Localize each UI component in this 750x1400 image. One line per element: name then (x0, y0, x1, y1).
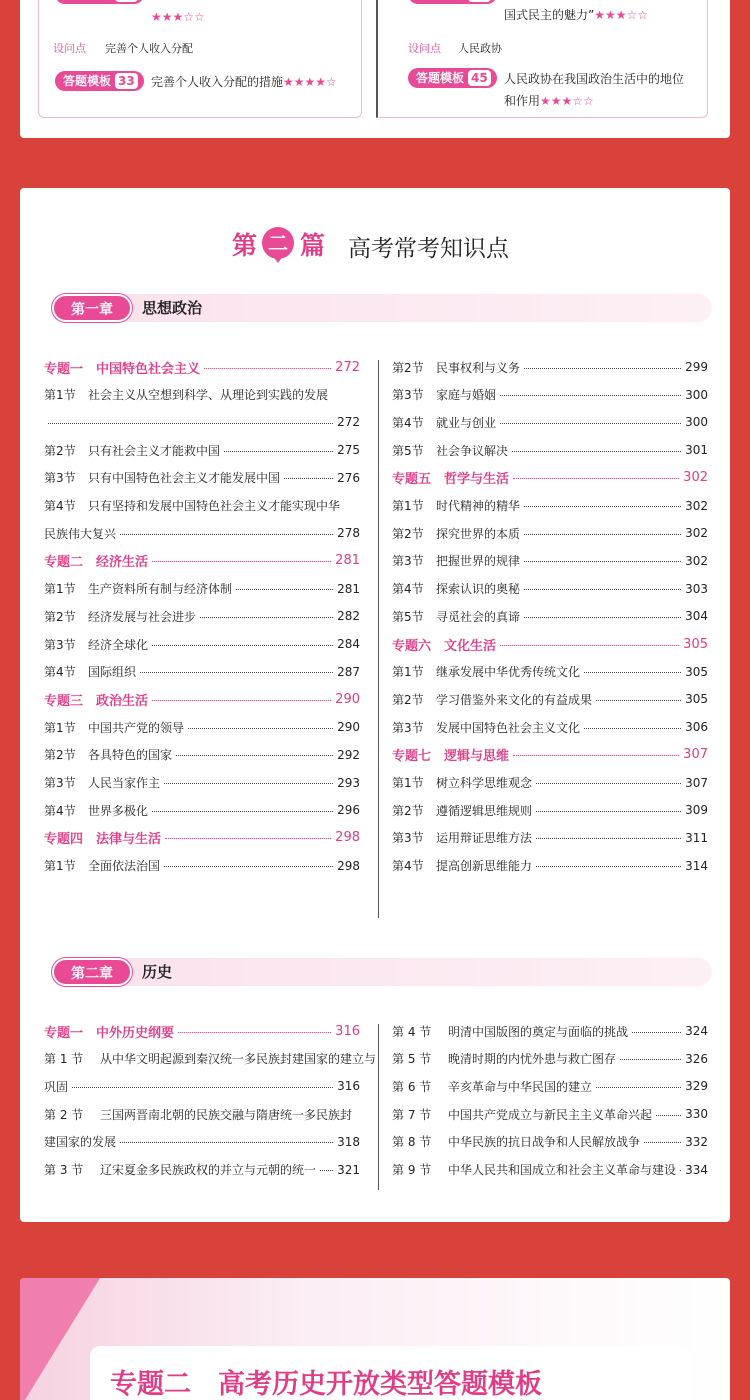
page-number: 307 (683, 747, 708, 763)
toc-entry-title: 生产资料所有制与经济体制 (88, 582, 233, 597)
toc-section-row[interactable] (392, 607, 708, 625)
page-number: 302 (685, 553, 708, 568)
page-number: 326 (685, 1051, 708, 1066)
template-badge-32[interactable] (55, 0, 144, 4)
leader-dots (536, 838, 681, 839)
page-number: 318 (337, 1134, 360, 1149)
toc-section-row[interactable] (44, 386, 360, 404)
section-number: 第3节 (392, 831, 424, 846)
page-number: 329 (685, 1079, 708, 1094)
toc-section-row[interactable] (392, 1077, 708, 1095)
toc-section-row[interactable] (392, 690, 708, 708)
toc-section-row[interactable] (392, 857, 708, 875)
leader-dots (513, 478, 679, 479)
page-number: 300 (685, 415, 708, 430)
toc-section-row[interactable] (392, 663, 708, 681)
leader-dots (644, 1142, 681, 1143)
part-name: 高考常考知识点 (348, 236, 509, 262)
page-number: 324 (685, 1024, 708, 1038)
leader-dots (224, 451, 333, 452)
leader-dots (536, 866, 681, 867)
template-badge-45[interactable] (408, 68, 497, 88)
toc-entry-title: 学习借鉴外来文化的有益成果 (436, 692, 593, 707)
toc-entry-title: 专题三 政治生活 (44, 693, 149, 709)
section-number: 第2节 (392, 692, 424, 707)
section-number: 第1节 (392, 499, 424, 513)
leader-dots (584, 728, 681, 729)
leader-dots (500, 395, 681, 396)
toc-section-row[interactable] (392, 358, 708, 376)
page-number: 298 (337, 858, 360, 873)
toc-section-row[interactable] (44, 1077, 360, 1095)
leader-dots (176, 755, 333, 756)
page-number: 272 (337, 415, 360, 430)
toc-entry-title: 把握世界的规律 (436, 554, 521, 569)
chapter-bar-2 (52, 958, 712, 986)
leader-dots (188, 728, 333, 729)
template-badge-number: 45 (468, 70, 491, 86)
template-45-title-end: 和作用 (504, 94, 541, 108)
toc-section-row[interactable] (44, 746, 360, 764)
page-number: 272 (335, 359, 360, 375)
template-badge-label (416, 0, 464, 1)
page-number: 306 (685, 720, 708, 735)
page-number: 276 (337, 470, 360, 485)
toc-entry-title: 探究世界的本质 (436, 526, 521, 541)
leader-dots (236, 589, 333, 590)
template-44-text-line2 (504, 6, 648, 23)
leader-dots (152, 811, 333, 812)
page-number: 304 (685, 609, 708, 624)
part-title (20, 226, 730, 266)
section-number: 第 9 节 (392, 1163, 432, 1177)
toc-entry-title: 社会主义从空想到科学、从理论到实践的发展 (88, 388, 329, 403)
section-number: 第4节 (44, 499, 76, 513)
toc-entry-title: 运用辩证思维方法 (436, 831, 533, 846)
leader-dots (164, 866, 333, 867)
template-badge-number: 33 (115, 73, 138, 89)
toc-entry-title: 遵循逻辑思维规则 (436, 803, 533, 818)
leader-dots (680, 1170, 681, 1171)
toc-entry-title: 民族伟大复兴 (44, 526, 117, 541)
page-number: 334 (685, 1162, 708, 1177)
toc-entry-title: 探索认识的奥秘 (436, 582, 521, 597)
toc-section-row[interactable] (392, 829, 708, 847)
toc-entry-title: 经济发展与社会进步 (88, 609, 197, 624)
top-left-panel (38, 0, 362, 118)
toc-section-row[interactable] (44, 441, 360, 459)
section-number: 第1节 (44, 859, 76, 874)
template-32-stars: ★★★☆☆ (151, 10, 205, 24)
section-number: 第1节 (44, 388, 76, 403)
page-number: 300 (685, 387, 708, 402)
toc-section-row[interactable] (44, 580, 360, 598)
page-number: 302 (685, 526, 708, 541)
leader-dots (120, 534, 333, 535)
toc-entry-title: 全面依法治国 (88, 859, 161, 874)
toc-section-row[interactable] (44, 635, 360, 653)
leader-dots (524, 534, 681, 535)
section-number: 第 4 节 (392, 1024, 432, 1039)
section-number: 第3节 (44, 776, 76, 790)
toc-section-row[interactable] (44, 469, 360, 487)
page-number: 292 (337, 747, 360, 762)
chapter-pill: 第二章 (52, 958, 132, 986)
section-number: 第3节 (392, 554, 424, 569)
section-number: 第4节 (392, 415, 424, 430)
toc-section-row[interactable] (44, 801, 360, 819)
toc-entry-title: 树立科学思维观念 (436, 776, 533, 790)
toc-entry-title: 国际组织 (88, 665, 137, 680)
template-33-stars: ★★★★☆ (283, 75, 337, 89)
page-number: 293 (337, 775, 360, 790)
toc-entry-title: 世界多极化 (88, 803, 149, 818)
toc-section-row[interactable] (44, 497, 360, 515)
section-number: 第2节 (392, 526, 424, 541)
template-badge-number (468, 0, 491, 2)
template-33-title: 完善个人收入分配的措施 (151, 75, 284, 89)
toc-section-row[interactable] (44, 1133, 360, 1151)
top-card (20, 0, 730, 138)
toc-section-row[interactable] (392, 774, 708, 792)
leader-dots (596, 700, 681, 701)
template-44-text-line1 (504, 0, 690, 1)
chapter-bar-1 (52, 294, 712, 322)
toc-section-row[interactable] (392, 497, 708, 515)
toc-section-row[interactable] (392, 524, 708, 542)
page-number: 282 (337, 609, 360, 624)
toc-section-row[interactable] (44, 1161, 360, 1179)
section-number: 第 7 节 (392, 1107, 432, 1122)
toc-entry-title: 继承发展中华优秀传统文化 (436, 665, 581, 680)
page-number: 278 (337, 526, 360, 541)
toc-entry-title: 专题一 中国特色社会主义 (44, 361, 201, 377)
section-number: 第4节 (392, 859, 424, 874)
section-number: 第1节 (44, 720, 76, 735)
page-number: 290 (337, 720, 360, 735)
toc-section-row[interactable] (392, 580, 708, 598)
section-number: 第4节 (44, 665, 76, 680)
toc-entry-title: 专题六 文化生活 (392, 638, 497, 654)
template-badge-number (115, 0, 138, 2)
toc-section-row[interactable] (44, 1050, 377, 1068)
corner-decoration (20, 1278, 100, 1400)
toc-entry-title: 辽宋夏金多民族政权的并立与元朝的统一 (100, 1163, 317, 1177)
toc-entry-title: 明清中国版图的奠定与面临的挑战 (448, 1024, 629, 1039)
toc-section-row[interactable] (392, 801, 708, 819)
toc-topic-row[interactable] (44, 829, 360, 847)
template-badge-44[interactable] (408, 0, 497, 4)
leader-dots (513, 755, 679, 756)
leader-dots (48, 423, 333, 424)
toc-topic-row[interactable] (44, 690, 360, 708)
point-text: 人民政协 (458, 42, 502, 55)
toc-section-row[interactable] (392, 413, 708, 431)
toc-entry-title: 寻觅社会的真谛 (436, 609, 521, 624)
section-number: 第2节 (44, 748, 76, 763)
section-number: 第4节 (392, 582, 424, 597)
leader-dots (584, 672, 681, 673)
template-33-text (151, 73, 337, 90)
section-number: 第 5 节 (392, 1052, 432, 1067)
section-number: 第5节 (392, 443, 424, 458)
leader-dots (320, 1170, 333, 1171)
leader-dots (152, 561, 331, 562)
leader-dots (72, 1087, 333, 1088)
toc-section-row[interactable] (392, 718, 708, 736)
toc-entry-title: 只有坚持和发展中国特色社会主义才能实现中华 (88, 499, 341, 513)
toc-entry-title: 人民当家作主 (88, 776, 161, 790)
page-number: 305 (683, 636, 708, 652)
toc-topic-row[interactable] (392, 469, 708, 487)
part-title-suffix: 篇 (300, 231, 326, 260)
toc-entry-title: 中国共产党成立与新民主主义革命兴起 (448, 1107, 653, 1122)
section-number: 第2节 (44, 443, 76, 458)
toc-entry-title: 专题二 经济生活 (44, 555, 149, 571)
toc-entry-title: 发展中国特色社会主义文化 (436, 720, 581, 735)
leader-dots (178, 1032, 331, 1033)
toc-entry-title: 中国共产党的领导 (88, 720, 185, 735)
section-number: 第 2 节 (44, 1107, 84, 1122)
top-right-panel (376, 0, 708, 118)
toc-section-row[interactable] (392, 1022, 708, 1040)
toc-entry-title: 专题一 中外历史纲要 (44, 1025, 175, 1041)
toc-entry-title: 家庭与婚姻 (436, 388, 497, 403)
leader-dots (164, 783, 333, 784)
part-title-prefix: 第 (232, 231, 258, 260)
page-number: 296 (337, 803, 360, 818)
chapter-pill: 第一章 (52, 294, 132, 322)
section-number: 第1节 (44, 582, 76, 597)
section-number: 第2节 (392, 360, 424, 375)
toc-entry-title: 中华民族的抗日战争和人民解放战争 (448, 1135, 641, 1150)
template-badge-label: 答题模板 (416, 71, 465, 85)
toc-topic-row[interactable] (44, 552, 360, 570)
toc-entry-title: 从中华文明起源到秦汉统一多民族封建国家的建立与 (100, 1052, 377, 1067)
toc-section-row[interactable] (392, 1161, 708, 1179)
template-32-text (151, 0, 319, 1)
leader-dots (152, 700, 331, 701)
page-number: 307 (685, 775, 708, 790)
toc-section-row[interactable] (44, 1105, 360, 1123)
page-number: 298 (335, 830, 360, 846)
template-45-text-line2 (504, 92, 594, 109)
toc-section-row[interactable] (392, 1050, 708, 1068)
toc-section-row[interactable] (392, 1133, 708, 1151)
section-number: 第 8 节 (392, 1135, 432, 1150)
toc-section-row[interactable] (44, 607, 360, 625)
section-number: 第 1 节 (44, 1052, 84, 1067)
page-number: 305 (685, 664, 708, 679)
leader-dots (140, 672, 333, 673)
section-number: 第 3 节 (44, 1163, 84, 1177)
page-number: 330 (685, 1107, 708, 1122)
leader-dots (656, 1115, 681, 1116)
page-number: 281 (337, 581, 360, 596)
toc-topic-row[interactable] (392, 635, 708, 653)
toc-entry-title: 民事权利与义务 (436, 360, 521, 375)
section-number: 第5节 (392, 609, 424, 624)
point-text: 完善个人收入分配 (105, 42, 193, 55)
leader-dots (204, 368, 331, 369)
template-45-stars: ★★★☆☆ (540, 94, 594, 108)
section-number: 第3节 (392, 720, 424, 735)
page-number: 302 (683, 470, 708, 486)
toc-entry-title: 社会争议解决 (436, 443, 509, 458)
bottom-card (20, 1278, 730, 1400)
page-number: 309 (685, 803, 708, 818)
toc-section-row[interactable] (44, 663, 360, 681)
leader-dots (512, 451, 681, 452)
toc-entry-title: 只有社会主义才能救中国 (88, 443, 221, 458)
toc-topic-row[interactable] (44, 358, 360, 376)
toc-section-row[interactable] (392, 1105, 708, 1123)
page-number: 281 (335, 553, 360, 569)
leader-dots (524, 506, 681, 507)
toc-entry-title: 中华人民共和国成立和社会主义革命与建设 (448, 1163, 677, 1177)
page-number: 299 (685, 360, 708, 374)
section-number: 第3节 (44, 471, 76, 486)
template-badge-label (63, 0, 111, 1)
toc-card (20, 188, 730, 1222)
template-44-stars: ★★★☆☆ (594, 8, 649, 22)
page-number: 290 (335, 691, 360, 707)
template-badge-33[interactable] (55, 71, 144, 91)
page-number: 316 (335, 1023, 360, 1039)
page-number: 314 (685, 858, 708, 873)
section-number: 第2节 (44, 609, 76, 624)
toc-section-row[interactable] (44, 718, 360, 736)
point-label: 设问点 (53, 42, 86, 55)
toc-section-row[interactable] (392, 441, 708, 459)
toc-section-row[interactable] (44, 774, 360, 792)
chapter-name: 思想政治 (142, 299, 203, 317)
template-badge-label: 答题模板 (63, 74, 112, 88)
toc-entry-title: 各具特色的国家 (88, 748, 173, 763)
toc-entry-title: 提高创新思维能力 (436, 859, 533, 874)
leader-dots (524, 561, 681, 562)
page-number: 311 (685, 830, 708, 845)
toc-entry-title: 就业与创业 (436, 415, 497, 430)
leader-dots (524, 617, 681, 618)
section-number: 第 6 节 (392, 1079, 432, 1094)
toc-entry-title: 专题七 逻辑与思维 (392, 749, 510, 765)
toc-section-row[interactable] (44, 524, 360, 542)
section-number: 第2节 (392, 803, 424, 818)
section-number: 第4节 (44, 803, 76, 818)
template-45-text-line1: 人民政协在我国政治生活中的地位 (504, 72, 685, 86)
toc-section-row[interactable] (392, 386, 708, 404)
page-number: 332 (685, 1134, 708, 1149)
toc-entry-title: 建国家的发展 (44, 1135, 117, 1150)
toc-section-row[interactable] (44, 857, 360, 875)
page-number: 287 (337, 664, 360, 679)
leader-dots (152, 645, 333, 646)
page-number: 321 (337, 1162, 360, 1177)
toc-entry-title: 时代精神的精华 (436, 499, 521, 513)
leader-dots (284, 478, 333, 479)
leader-dots (620, 1059, 681, 1060)
section-number: 第1节 (392, 665, 424, 680)
toc-entry-title: 专题五 哲学与生活 (392, 472, 510, 488)
chapter-name: 历史 (142, 963, 173, 981)
toc-section-row[interactable] (392, 552, 708, 570)
part-number-bubble-icon (261, 226, 295, 264)
leader-dots (500, 423, 681, 424)
leader-dots (500, 645, 679, 646)
toc-topic-row[interactable] (392, 746, 708, 764)
leader-dots (524, 368, 681, 369)
page-number: 316 (337, 1079, 360, 1094)
column-divider (378, 1024, 379, 1190)
leader-dots (536, 811, 681, 812)
leader-dots (120, 1142, 333, 1143)
toc-topic-row[interactable] (44, 1022, 360, 1040)
toc-entry-title: 晚清时期的内忧外患与救亡图存 (448, 1052, 617, 1067)
leader-dots (200, 617, 333, 618)
part-number: 二 (268, 231, 288, 255)
page-number: 284 (337, 637, 360, 651)
page-number: 303 (685, 581, 708, 596)
leader-dots (596, 1087, 681, 1088)
page-number: 305 (685, 692, 708, 707)
toc-entry-title: 只有中国特色社会主义才能发展中国 (88, 471, 281, 486)
leader-dots (165, 838, 331, 839)
toc-entry-title: 专题四 法律与生活 (44, 832, 162, 848)
toc-entry-title: 三国两晋南北朝的民族交融与隋唐统一多民族封 (100, 1107, 353, 1122)
column-divider (378, 360, 379, 918)
toc-entry-title: 辛亥革命与中华民国的建立 (448, 1079, 593, 1094)
bottom-title: 专题二 高考历史开放类型答题模板 (110, 1369, 542, 1400)
page-number: 275 (337, 443, 360, 458)
page-number: 301 (685, 443, 708, 458)
section-number: 第3节 (392, 388, 424, 403)
section-number: 第3节 (44, 637, 76, 652)
point-label: 设问点 (408, 42, 441, 55)
leader-dots (524, 589, 681, 590)
leader-dots (632, 1032, 681, 1033)
template-44-title-end: 国式民主的魅力” (504, 8, 595, 22)
leader-dots (536, 783, 681, 784)
section-number: 第1节 (392, 776, 424, 790)
toc-entry-title: 经济全球化 (88, 637, 149, 652)
page-number: 302 (685, 498, 708, 513)
toc-section-row[interactable] (44, 413, 360, 431)
toc-entry-title: 巩固 (44, 1079, 69, 1094)
